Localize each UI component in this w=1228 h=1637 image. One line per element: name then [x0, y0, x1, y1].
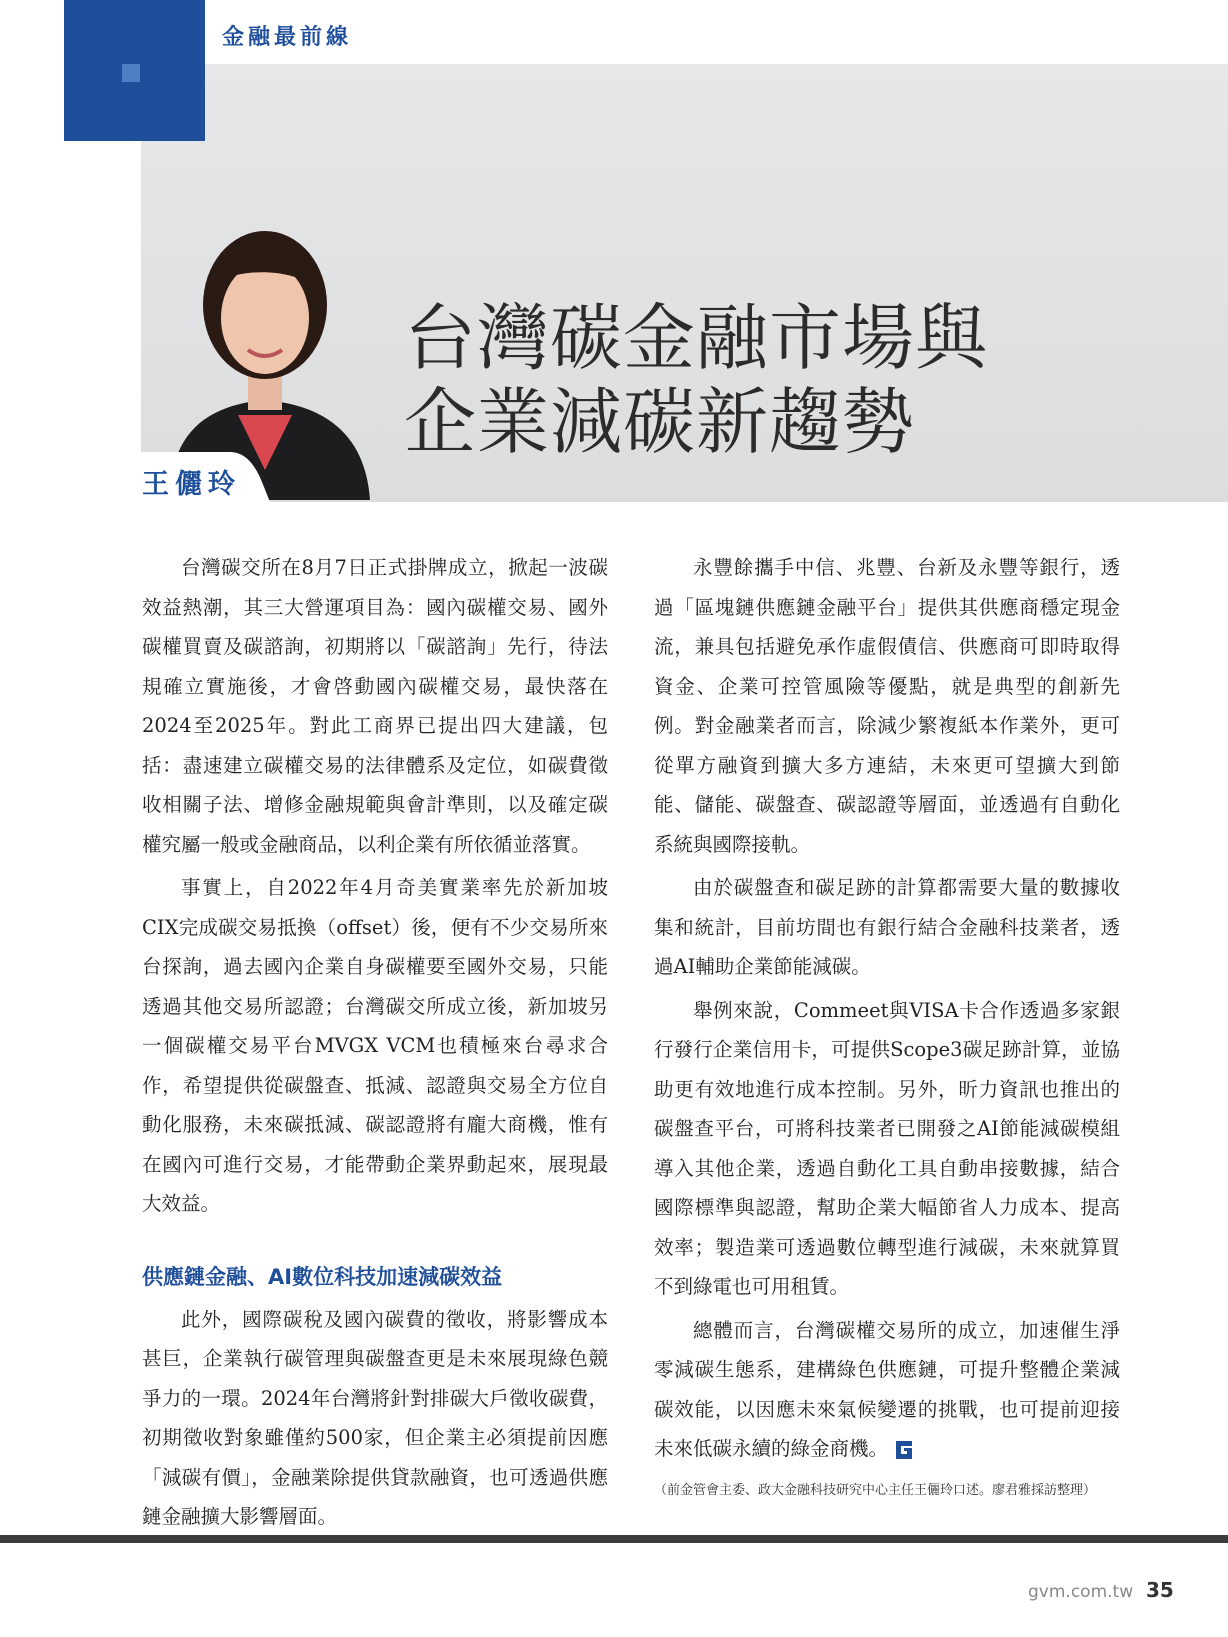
paragraph: 永豐餘攜手中信、兆豐、台新及永豐等銀行，透過「區塊鏈供應鏈金融平台」提供其供應商穩定現金流，兼具包括避免承作虛假債信、供應商可即時取得資金、企業可控管風險等優點，就是典型的創新先例。對金融業者而言，除減少繁複紙本作業外，更可從單方融資到擴大多方連結，未來更可望擴大到節能、儲能、碳盤查、碳認證等層面，並透過有自動化系統與國際接軌。	[654, 556, 1120, 856]
paragraph: 由於碳盤查和碳足跡的計算都需要大量的數據收集和統計，目前坊間也有銀行結合金融科技業者，透過AI輔助企業節能減碳。	[654, 876, 1120, 978]
paragraph-final	[654, 1311, 1120, 1469]
section-accent-square	[122, 64, 140, 82]
paragraph-text: 總體而言，台灣碳權交易所的成立，加速催生淨零減碳生態系，建構綠色供應鏈，可提升整體企業減碳效能，以因應未來氣候變遷的挑戰，也可提前迎接未來低碳永續的綠金商機。	[654, 1318, 1120, 1460]
article-credit: （前金管會主委、政大金融科技研究中心主任王儷玲口述。廖君雅採訪整理）	[654, 1482, 1097, 1498]
paragraph: 舉例來說，Commeet與VISA卡合作透過多家銀行發行企業信用卡，可提供Scope3碳足跡計算，並協助更有效地進行成本控制。另外，昕力資訊也推出的碳盤查平台，可將科技業者已開發之AI節能減碳模組導入其他企業，透過自動化工具自動串接數據，結合國際標準與認證，幫助企業大幅節省人力成本、提高效率；製造業可透過數位轉型進行減碳，未來就算買不到綠電也可用租賃。	[654, 998, 1120, 1298]
title-line-1: 台灣碳金融市場與	[404, 296, 989, 380]
title-line-2: 企業減碳新趨勢	[404, 380, 916, 464]
footer-site: gvm.com.tw	[1028, 1582, 1134, 1602]
author-name: 王儷玲	[142, 469, 241, 500]
paragraph: 事實上，自2022年4月奇美實業率先於新加坡CIX完成碳交易抵換（offset）後，便有不少交易所來台探詢，過去國內企業自身碳權要至國外交易，只能透過其他交易所認證；台灣碳交所成立後，新加坡另一個碳權交易平台MVGX VCM也積極來台尋求合作，希望提供從碳盤查、抵減、認證與交易全方位自動化服務，未來碳抵減、碳認證將有龐大商機，惟有在國內可進行交易，才能帶動企業界動起來，展現最大效益。	[142, 876, 608, 1215]
end-mark-icon	[896, 1441, 912, 1459]
paragraph: 台灣碳交所在8月7日正式掛牌成立，掀起一波碳效益熱潮，其三大營運項目為：國內碳權交易、國外碳權買賣及碳諮詢，初期將以「碳諮詢」先行，待法規確立實施後，才會啓動國內碳權交易，最快落在2024至2025年。對此工商界已提出四大建議，包括：盡速建立碳權交易的法律體系及定位，如碳費徵收相關子法、增修金融規範與會計準則，以及確定碳權究屬一般或金融商品，以利企業有所依循並落實。	[142, 556, 608, 856]
right-column	[654, 548, 1120, 1501]
section-subheading: 供應鏈金融、AI數位科技加速減碳效益	[142, 1264, 503, 1289]
paragraph: 此外，國際碳稅及國內碳費的徵收，將影響成本甚巨，企業執行碳管理與碳盤查更是未來展現綠色競爭力的一環。2024年台灣將針對排碳大戶徵收碳費，初期徵收對象雖僅約500家，但企業主必須提前因應「減碳有價」，金融業除提供貸款融資，也可透過供應鏈金融擴大影響層面。	[142, 1307, 608, 1528]
section-label: 金融最前線	[222, 25, 353, 50]
left-column	[142, 548, 608, 1537]
footer-rule	[0, 1535, 1228, 1543]
page-number: 35	[1146, 1578, 1174, 1602]
article-title	[404, 296, 988, 464]
